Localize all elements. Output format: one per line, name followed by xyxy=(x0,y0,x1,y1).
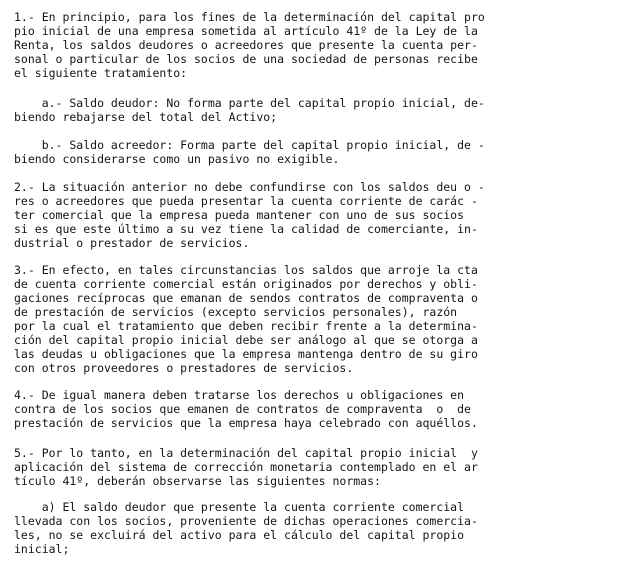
text-line: pio inicial de una empresa sometida al artículo 41º de la Ley de la xyxy=(14,24,478,38)
text-line: a) El saldo deudor que presente la cuenta corriente comercial xyxy=(14,500,465,514)
text-line: con otros proveedores o prestadores de servicios. xyxy=(14,361,354,375)
text-line: gaciones recíprocas que emanan de sendos contratos de compraventa o xyxy=(14,291,478,305)
text-line: 5.- Por lo tanto, en la determinación del capital propio inicial y xyxy=(14,446,478,460)
text-line: les, no se excluirá del activo para el cálculo del capital propio xyxy=(14,528,465,542)
text-line: tículo 41º, deberán observarse las siguientes normas: xyxy=(14,474,381,488)
text-line: res o acreedores que pueda presentar la cuenta corriente de carác - xyxy=(14,194,478,208)
text-line: contra de los socios que emanen de contratos de compraventa o de xyxy=(14,402,471,416)
text-line: 2.- La situación anterior no debe confundirse con los saldos deu o - xyxy=(14,180,485,194)
text-line: ter comercial que la empresa pueda mantener con uno de sus socios xyxy=(14,208,465,222)
text-line: el siguiente tratamiento: xyxy=(14,66,188,80)
text-line: b.- Saldo acreedor: Forma parte del capital propio inicial, de - xyxy=(14,138,485,152)
text-line: llevada con los socios, proveniente de dichas operaciones comercia- xyxy=(14,514,478,528)
text-line: 4.- De igual manera deben tratarse los derechos u obligaciones en xyxy=(14,388,465,402)
text-line: de cuenta corriente comercial están originados por derechos y obli- xyxy=(14,277,478,291)
text-line: aplicación del sistema de corrección monetaria contemplado en el ar xyxy=(14,460,478,474)
text-line: biendo rebajarse del total del Activo; xyxy=(14,110,278,124)
text-line: biendo considerarse como un pasivo no exigible. xyxy=(14,152,340,166)
text-line: las deudas u obligaciones que la empresa mantenga dentro de su giro xyxy=(14,347,478,361)
text-line: inicial; xyxy=(14,542,70,556)
text-line: dustrial o prestador de servicios. xyxy=(14,236,250,250)
text-line: por la cual el tratamiento que deben recibir frente a la determina- xyxy=(14,319,478,333)
text-line: de prestación de servicios (excepto servicios personales), razón xyxy=(14,305,458,319)
text-line: sonal o particular de los socios de una sociedad de personas recibe xyxy=(14,52,478,66)
text-line: Renta, los saldos deudores o acreedores que presente la cuenta per- xyxy=(14,38,478,52)
text-line: 1.- En principio, para los fines de la determinación del capital pro xyxy=(14,10,485,24)
text-line: a.- Saldo deudor: No forma parte del capital propio inicial, de- xyxy=(14,96,485,110)
text-line: ción del capital propio inicial debe ser análogo al que se otorga a xyxy=(14,333,478,347)
text-line: 3.- En efecto, en tales circunstancias los saldos que arroje la cta xyxy=(14,263,478,277)
text-line: si es que este último a su vez tiene la calidad de comerciante, in- xyxy=(14,222,478,236)
text-line: prestación de servicios que la empresa haya celebrado con aquéllos. xyxy=(14,416,478,430)
